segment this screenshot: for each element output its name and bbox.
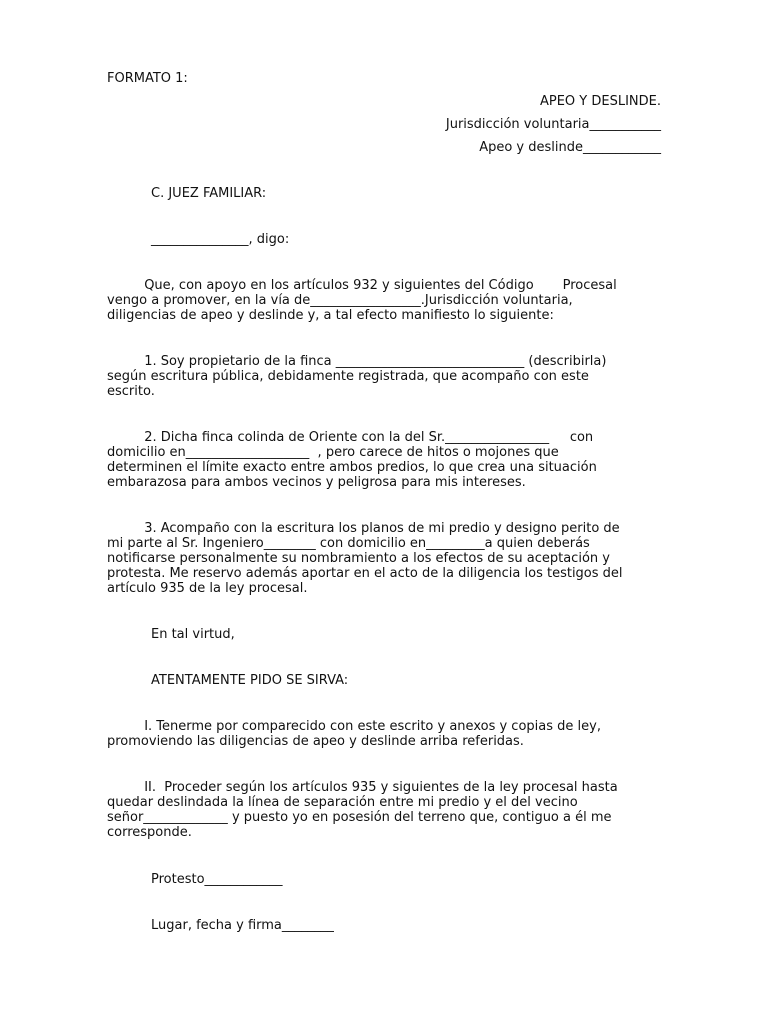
addressee: C. JUEZ FAMILIAR:	[151, 186, 267, 201]
point-1-paragraph	[107, 354, 667, 399]
point-1-line-3: escrito.	[107, 384, 155, 399]
point-1-line-1: 1. Soy propietario de la finca _____________________________ (describirla)	[107, 354, 607, 369]
intro-line-3: diligencias de apeo y deslinde y, a tal efecto manifiesto lo siguiente:	[107, 308, 554, 323]
intro-line-2: vengo a promover, en la vía de_________________.Jurisdicción voluntaria,	[107, 293, 573, 308]
request-2-line-1: II. Proceder según los artículos 935 y siguientes de la ley procesal hasta	[107, 780, 618, 795]
point-3-line-1: 3. Acompaño con la escritura los planos de mi predio y designo perito de	[107, 521, 620, 536]
point-3-paragraph	[107, 521, 667, 596]
intro-line-1: Que, con apoyo en los artículos 932 y siguientes del Código Procesal	[107, 278, 617, 293]
apeo-line: Apeo y deslinde____________	[479, 140, 661, 155]
point-2-line-2: domicilio en___________________ , pero carece de hitos o mojones que	[107, 445, 559, 460]
lugar-fecha-firma-line: Lugar, fecha y firma________	[151, 918, 334, 933]
formato-label: FORMATO 1:	[107, 71, 188, 86]
request-2-line-4: corresponde.	[107, 825, 192, 840]
point-2-line-4: embarazosa para ambos vecinos y peligrosa para mis intereses.	[107, 475, 526, 490]
point-2-line-3: determinen el límite exacto entre ambos predios, lo que crea una situación	[107, 460, 597, 475]
intro-paragraph	[107, 278, 667, 323]
point-2-paragraph	[107, 430, 667, 490]
point-3-line-4: protesta. Me reservo además aportar en el acto de la diligencia los testigos del	[107, 566, 623, 581]
point-2-line-1: 2. Dicha finca colinda de Oriente con la del Sr.________________ con	[107, 430, 594, 445]
protesto-line: Protesto____________	[151, 872, 283, 887]
request-1-line-2: promoviendo las diligencias de apeo y deslinde arriba referidas.	[107, 734, 524, 749]
request-2-line-3: señor_____________ y puesto yo en posesión del terreno que, contiguo a él me	[107, 810, 612, 825]
jurisdiccion-line: Jurisdicción voluntaria___________	[445, 117, 661, 132]
digo-line: _______________, digo:	[151, 232, 290, 247]
point-3-line-3: notificarse personalmente su nombramiento a los efectos de su aceptación y	[107, 551, 610, 566]
point-1-line-2: según escritura pública, debidamente registrada, que acompaño con este	[107, 369, 589, 384]
request-1-line-1: I. Tenerme por comparecido con este escrito y anexos y copias de ley,	[107, 719, 601, 734]
request-2-paragraph	[107, 780, 667, 840]
point-3-line-2: mi parte al Sr. Ingeniero________ con domicilio en_________a quien deberás	[107, 536, 590, 551]
pido-heading: ATENTAMENTE PIDO SE SIRVA:	[151, 673, 349, 688]
point-3-line-5: artículo 935 de la ley procesal.	[107, 581, 308, 596]
document-title: APEO Y DESLINDE.	[539, 94, 661, 109]
request-1-paragraph	[107, 719, 667, 749]
request-2-line-2: quedar deslindada la línea de separación entre mi predio y el del vecino	[107, 795, 578, 810]
en-tal-virtud: En tal virtud,	[151, 627, 235, 642]
